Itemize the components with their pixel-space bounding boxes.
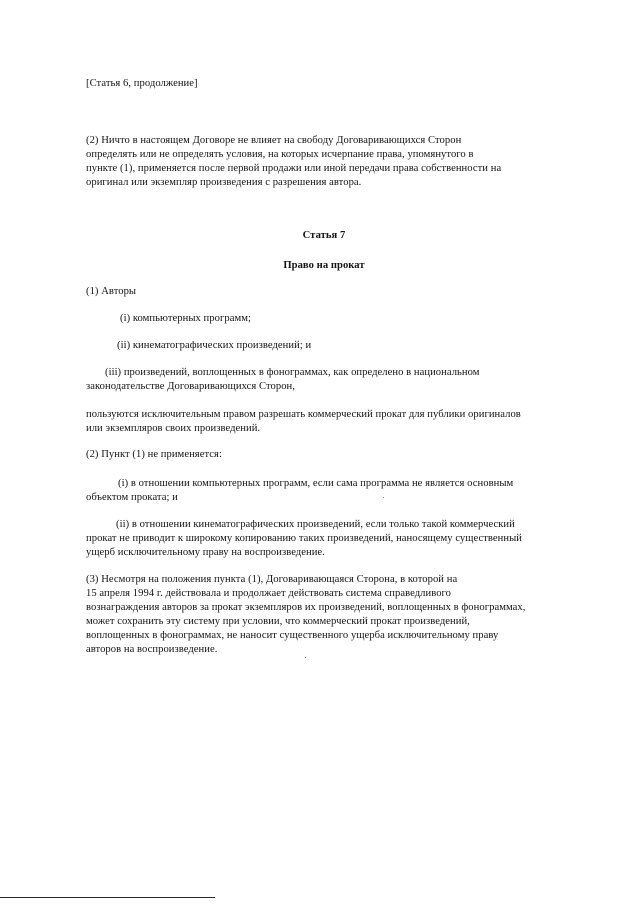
- scan-speck: [383, 497, 384, 498]
- art7-para3-line: воплощенных в фонограммах, не наносит существенного ущерба исключительному праву: [86, 630, 499, 641]
- art7-para3-line: авторов на воспроизведение.: [86, 644, 218, 655]
- article-subtitle: Право на прокат: [283, 260, 365, 271]
- art7-para3-line: (3) Несмотря на положения пункта (1), Договаривающаяся Сторона, в которой на: [86, 574, 458, 585]
- art7-para1-closing: или экземпляров своих произведений.: [86, 423, 261, 434]
- art6-para2-line: оригинал или экземпляр произведения с разрешения автора.: [86, 177, 362, 188]
- footer-rule: [0, 897, 215, 898]
- art7-para1-item-iii: (iii) произведений, воплощенных в фонограммах, как определено в национальном: [105, 367, 480, 378]
- art7-para3-line: 15 апреля 1994 г. действовала и продолжает действовать система справедливого: [86, 588, 452, 599]
- art6-para2-line: (2) Ничто в настоящем Договоре не влияет на свободу Договаривающихся Сторон: [86, 135, 462, 146]
- art7-para2-item-ii: (ii) в отношении кинематографических произведений, если только такой коммерческий: [116, 519, 515, 530]
- art7-para1-item-i: (i) компьютерных программ;: [120, 313, 251, 324]
- art7-para1-intro: (1) Авторы: [86, 286, 137, 297]
- art7-para3-line: может сохранить эту систему при условии, что коммерческий прокат произведений,: [86, 616, 470, 627]
- art7-para2-item-i: (i) в отношении компьютерных программ, если сама программа не является основным: [118, 478, 514, 489]
- art7-para1-item-ii: (ii) кинематографических произведений; и: [117, 340, 312, 351]
- continuation-header: [Статья 6, продолжение]: [86, 78, 198, 89]
- art7-para2-intro: (2) Пункт (1) не применяется:: [86, 449, 222, 460]
- art7-para1-closing: пользуются исключительным правом разрешать коммерческий прокат для публики оригиналов: [86, 409, 521, 420]
- art7-para3-line: вознаграждения авторов за прокат экземпляров их произведений, воплощенных в фонограммах,: [86, 602, 526, 613]
- art7-para2-item-ii-cont: прокат не приводит к широкому копированию таких произведений, наносящему существенный: [86, 533, 522, 544]
- art6-para2-line: определять или не определять условия, на которых исчерпание права, упомянутого в: [86, 149, 474, 160]
- art7-para1-item-iii-cont: законодательстве Договаривающихся Сторон,: [86, 381, 295, 392]
- art7-para2-item-ii-cont: ущерб исключительному праву на воспроизведение.: [86, 547, 325, 558]
- scan-speck: [305, 657, 306, 658]
- art7-para2-item-i-cont: объектом проката; и: [86, 492, 178, 503]
- art6-para2-line: пункте (1), применяется после первой продажи или иной передачи права собственности на: [86, 163, 502, 174]
- article-title: Статья 7: [302, 230, 346, 241]
